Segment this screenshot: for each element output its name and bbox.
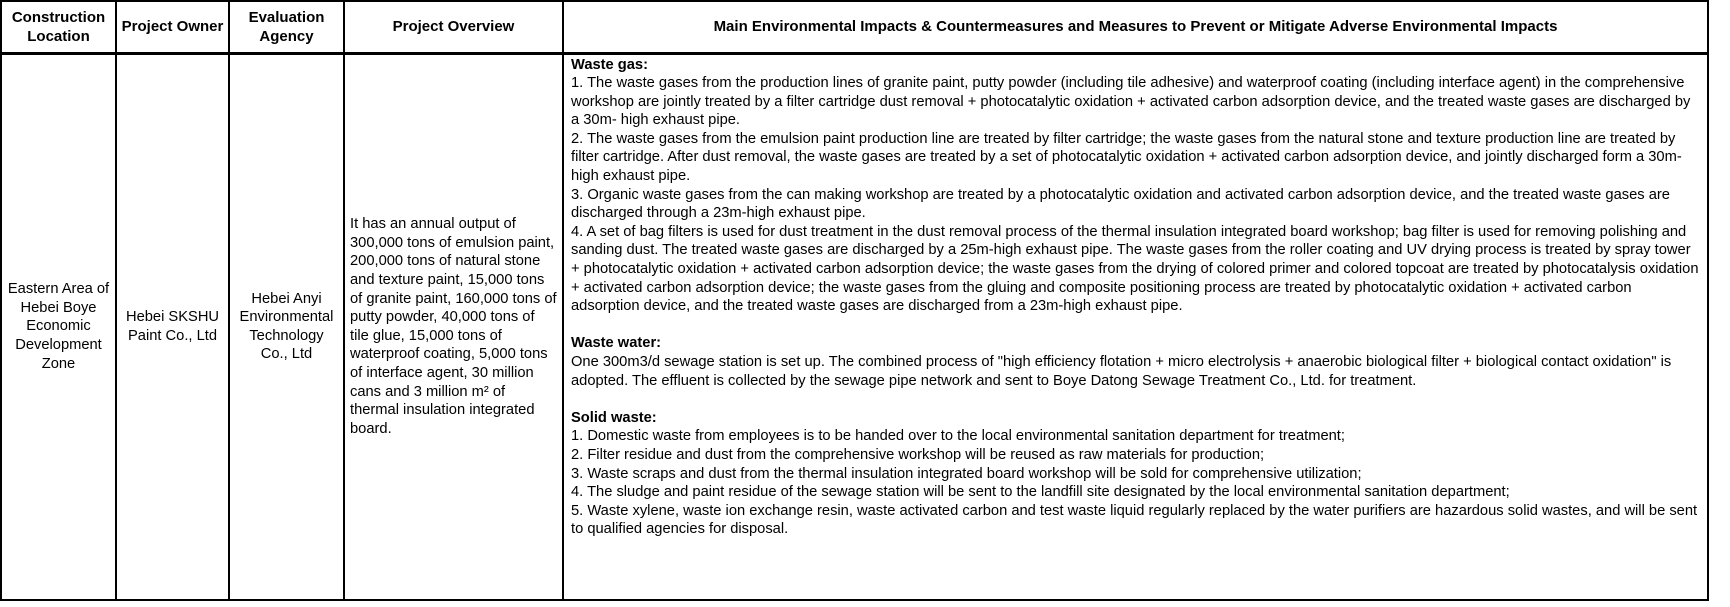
cell-project-owner: Hebei SKSHU Paint Co., Ltd — [116, 53, 229, 600]
header-project-overview: Project Overview — [344, 1, 563, 53]
waste-water-section — [571, 334, 1699, 390]
cell-evaluation-agency: Hebei Anyi Environmental Technology Co., Ltd — [229, 53, 344, 600]
table-row — [1, 53, 1708, 600]
waste-water-text: One 300m3/d sewage station is set up. The combined process of "high efficiency flotation + micro electrolysis + anaerobic biological filter + biological contact oxidation" is adopted. The effluent is collected by the sewage pipe network and sent to Boye Datong Sewage Treatment Co., Ltd. for treatment. — [571, 354, 1672, 389]
solid-waste-section — [571, 409, 1699, 539]
cell-construction-location: Eastern Area of Hebei Boye Economic Development Zone — [1, 53, 116, 600]
solid-waste-item-1: 1. Domestic waste from employees is to be handed over to the local environmental sanitation department for treatment; — [571, 428, 1345, 445]
waste-gas-item-1: 1. The waste gases from the production lines of granite paint, putty powder (including tile adhesive) and waterproof coating (including interface agent) in the comprehensive workshop are jointly treated by a filter cartridge dust removal + photocatalytic oxidation + activated carbon adsorption device, and the treated waste gases are discharged by a 30m- high exhaust pipe. — [571, 75, 1691, 129]
cell-main-impacts — [563, 53, 1708, 600]
waste-gas-heading: Waste gas: — [571, 56, 648, 73]
solid-waste-item-5: 5. Waste xylene, waste ion exchange resin, waste activated carbon and test waste liquid regularly replaced by the water purifiers are hazardous solid wastes, and will be sent to qualified agencies for disposal. — [571, 502, 1698, 538]
waste-gas-item-2: 2. The waste gases from the emulsion paint production line are treated by filter cartridge; the waste gases from the natural stone and texture production line are treated by filter cartridge. After dust removal, the waste gases are treated by a set of photocatalytic oxidation + activated carbon adsorption device, and jointly discharged form a 30m-high exhaust pipe. — [571, 130, 1682, 185]
table-header-row — [1, 1, 1708, 53]
solid-waste-heading: Solid waste: — [571, 409, 657, 426]
waste-gas-section — [571, 56, 1699, 316]
header-construction-location: Construction Location — [1, 1, 116, 53]
header-evaluation-agency: Evaluation Agency — [229, 1, 344, 53]
cell-project-overview: It has an annual output of 300,000 tons of emulsion paint, 200,000 tons of natural stone and texture paint, 15,000 tons of granite paint, 160,000 tons of putty powder, 40,000 tons of tile glue, 15,000 tons of waterproof coating, 5,000 tons of interface agent, 30 million cans and 3 million m² of thermal insulation integrated board. — [344, 53, 563, 600]
solid-waste-item-4: 4. The sludge and paint residue of the sewage station will be sent to the landfill site designated by the local environmental sanitation department; — [571, 484, 1510, 501]
waste-gas-item-3: 3. Organic waste gases from the can making workshop are treated by a photocatalytic oxidation and activated carbon adsorption device, and the treated waste gases are discharged through a 23m-high exhaust pipe. — [571, 186, 1670, 222]
waste-water-heading: Waste water: — [571, 335, 662, 352]
waste-gas-item-4: 4. A set of bag filters is used for dust treatment in the dust removal process of the thermal insulation integrated board workshop; bag filter is used for removing polishing and sanding dust. The treated waste gases are discharged by a 25m-high exhaust pipe. The waste gases from the roller coating and UV drying process is treated by spray tower + photocatalytic oxidation + activated carbon adsorption device; the waste gases from the drying of colored primer and colored topcoat are treated by photocatalysis oxidation + activated carbon adsorption device; the waste gases from the gluing and composite positioning process are treated by photocatalytic oxidation + activated carbon adsorption device, and the treated waste gases are discharged from a 23m-high exhaust pipe. — [571, 223, 1699, 315]
header-main-impacts: Main Environmental Impacts & Countermeasures and Measures to Prevent or Mitigate Adverse Environmental Impacts — [563, 1, 1708, 53]
header-project-owner: Project Owner — [116, 1, 229, 53]
solid-waste-item-2: 2. Filter residue and dust from the comprehensive workshop will be reused as raw materials for production; — [571, 446, 1265, 463]
solid-waste-item-3: 3. Waste scraps and dust from the thermal insulation integrated board workshop will be sold for comprehensive utilization; — [571, 465, 1362, 482]
